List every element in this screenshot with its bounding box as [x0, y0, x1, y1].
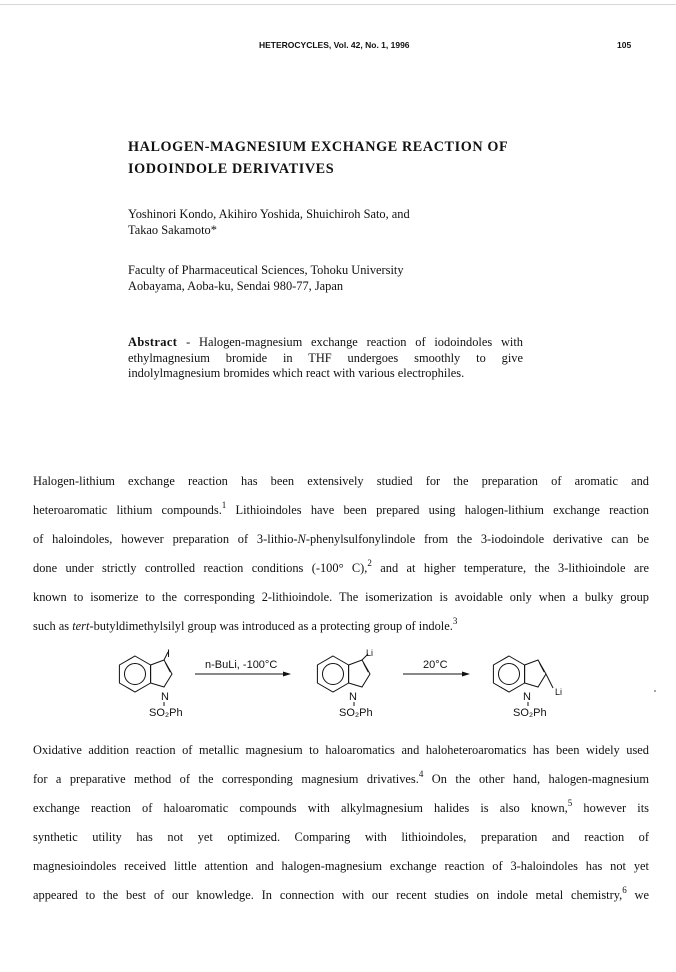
affiliation: Faculty of Pharmaceutical Sciences, Tohoku University Aobayama, Aoba-ku, Sendai 980-77, Japan	[128, 263, 404, 293]
text-run: -butyldimethylsilyl group was introduced as a protecting group of indole.	[89, 619, 453, 633]
italic-run: tert	[72, 619, 90, 633]
lithium-label: Li	[366, 648, 374, 658]
iodo-label: I	[167, 648, 171, 660]
reference-5: 5	[567, 797, 573, 808]
abstract	[128, 335, 523, 382]
journal-citation: HETEROCYCLES, Vol. 42, No. 1, 1996	[259, 40, 410, 50]
text-run: exchange reaction of haloaromatic compounds with alkylmagnesium halides is also known,	[33, 801, 568, 815]
text-run: done under strictly controlled reaction conditions (-100° C),	[33, 561, 368, 575]
page-top-rule	[0, 4, 676, 5]
text-line	[33, 612, 649, 641]
reference-6: 6	[622, 884, 627, 895]
text-run: such as	[33, 619, 73, 633]
nitrogen-label: N	[161, 691, 169, 703]
text-run: Oxidative addition reaction of metallic magnesium to haloaromatics and haloheteroaromatics has been widely used	[33, 743, 649, 757]
body-paragraph-2	[33, 736, 649, 910]
text-line	[33, 467, 649, 496]
indole-structure-3	[493, 656, 562, 719]
scheme-drawing	[105, 648, 625, 728]
text-line	[33, 583, 649, 612]
text-run: known to isomerize to the corresponding 2-lithioindole. The isomerization is avoidable only when a bulky group	[33, 590, 649, 604]
text-run: synthetic utility has not yet optimized. Comparing with lithioindoles, preparation and reaction of	[33, 830, 649, 844]
reference-1: 1	[221, 499, 227, 510]
reagent-label-1: n-BuLi, -100°C	[205, 659, 278, 671]
text-line	[33, 823, 649, 852]
scan-speck	[654, 690, 656, 692]
text-run: of haloindoles, however preparation of 3-lithio-	[33, 532, 298, 546]
text-run: appeared to the best of our knowledge. In connection with our recent studies on indole metal chemistry,	[33, 888, 623, 902]
text-run: -phenylsulfonylindole from the 3-iodoindole derivative can be	[305, 532, 649, 546]
abstract-label: Abstract	[128, 335, 178, 349]
text-line	[33, 525, 649, 554]
italic-run: N	[297, 532, 306, 546]
text-run: Halogen-lithium exchange reaction has been extensively studied for the preparation of aromatic and	[33, 474, 649, 488]
article-title: HALOGEN-MAGNESIUM EXCHANGE REACTION OF IODOINDOLE DERIVATIVES	[128, 139, 509, 177]
arrowhead-2	[462, 672, 470, 677]
text-run: and at higher temperature, the 3-lithioindole are	[371, 561, 649, 575]
reaction-scheme	[105, 648, 625, 728]
text-run: On the other hand, halogen-magnesium	[423, 772, 649, 786]
reference-4: 4	[418, 768, 424, 779]
text-line	[33, 554, 649, 583]
text-line	[33, 794, 649, 823]
nitrogen-label: N	[523, 691, 531, 703]
nitrogen-label: N	[349, 691, 357, 703]
reference-3: 3	[452, 615, 458, 626]
text-run: heteroaromatic lithium compounds.	[33, 503, 222, 517]
text-line	[33, 736, 649, 765]
protecting-group-label: SO₂Ph	[339, 707, 373, 719]
text-run: for a preparative method of the corresponding magnesium drivatives.	[33, 772, 419, 786]
body-paragraph-1	[33, 467, 649, 641]
abstract-paragraph	[128, 335, 523, 382]
arrowhead-1	[283, 672, 291, 677]
page-number: 105	[617, 40, 632, 50]
text-run: we	[626, 888, 649, 902]
protecting-group-label: SO₂Ph	[149, 707, 183, 719]
indole-structure-1	[119, 648, 182, 719]
text-run: however its	[572, 801, 649, 815]
text-line	[33, 881, 649, 910]
text-line	[33, 852, 649, 881]
reference-2: 2	[367, 557, 372, 568]
lithium-label: Li	[555, 687, 563, 697]
abstract-text: - Halogen-magnesium exchange reaction of iodoindoles with ethylmagnesium bromide in THF undergoes smoothly to give indolylmagnesium bromides which react with various electrophiles.	[128, 335, 523, 380]
running-head	[0, 40, 676, 54]
reagent-label-2: 20°C	[423, 659, 448, 671]
text-line	[33, 765, 649, 794]
protecting-group-label: SO₂Ph	[513, 707, 547, 719]
text-run: magnesioindoles received little attention and halogen-magnesium exchange reaction of 3-haloindoles has not yet	[33, 859, 649, 873]
text-run: Lithioindoles have been prepared using halogen-lithium exchange reaction	[226, 503, 650, 517]
text-line	[33, 496, 649, 525]
indole-structure-2	[317, 648, 373, 719]
author-list: Yoshinori Kondo, Akihiro Yoshida, Shuichiroh Sato, and Takao Sakamoto*	[128, 207, 410, 237]
